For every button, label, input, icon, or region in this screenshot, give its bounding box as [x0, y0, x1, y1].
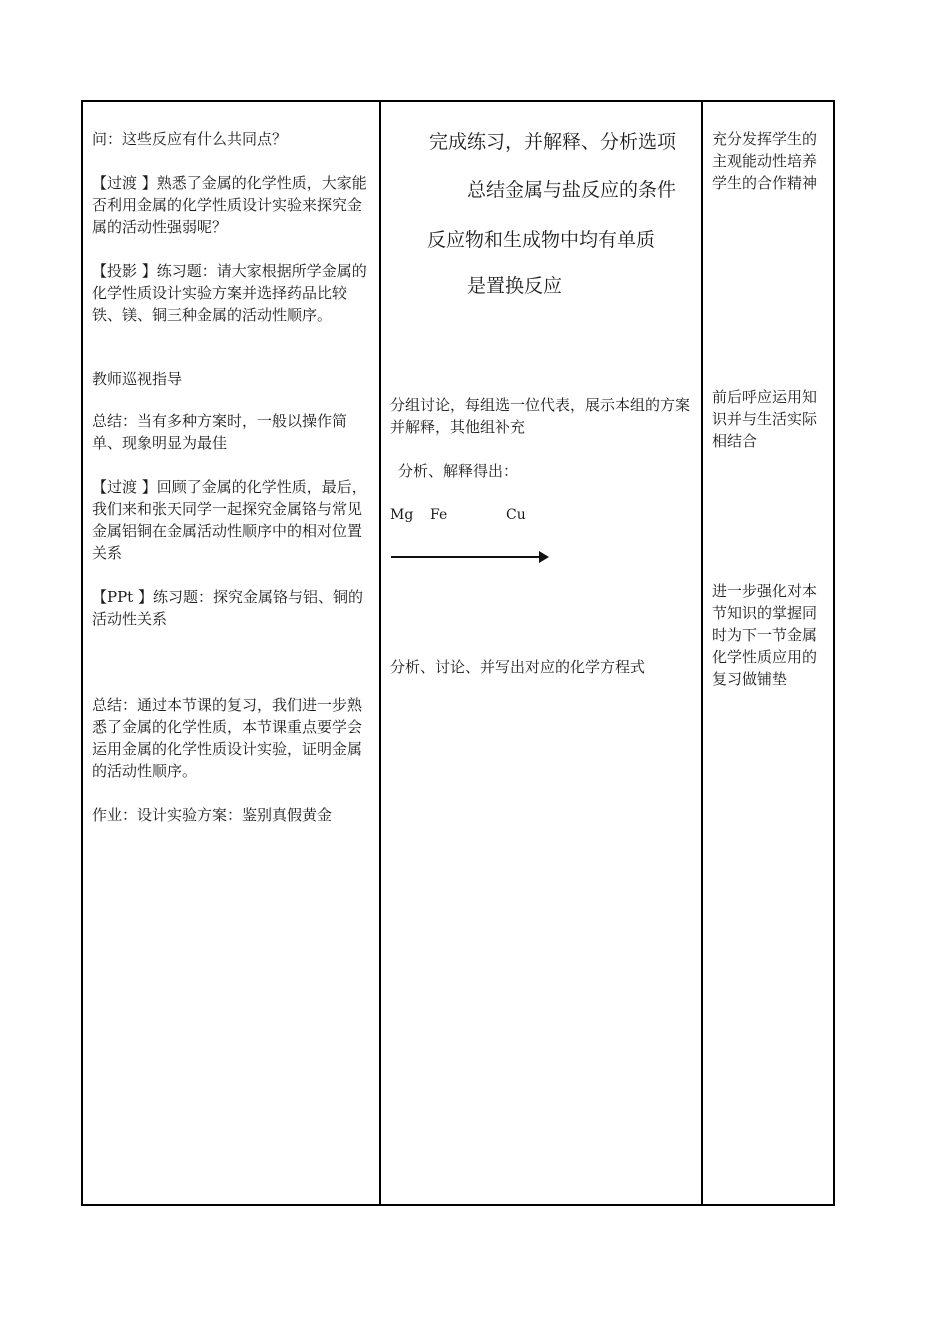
metal-fe: Fe [430, 507, 448, 523]
analysis-result: 分析、解释得出： [398, 462, 519, 480]
lesson-table [81, 100, 835, 1206]
teacher-guidance: 教师巡视指导 [92, 370, 183, 388]
intent-3: 进一步强化对本节知识的掌握同时为下一节金属化学性质应用的复习做铺垫 [712, 582, 818, 688]
image-text-line-2: 总结金属与盐反应的条件 [467, 179, 677, 201]
activity-order-arrow [391, 556, 541, 558]
summary-2: 总结：通过本节课的复习，我们进一步熟悉了金属的化学性质，本节课重点要学会运用金属的化学性质设计实验，证明金属的活动性顺序。 [92, 696, 363, 780]
intent-2: 前后呼应运用知识并与生活实际相结合 [712, 388, 818, 450]
image-text-line-4: 是置换反应 [467, 275, 563, 297]
student-activity-cell [381, 102, 701, 1204]
homework: 作业：设计实验方案：鉴别真假黄金 [92, 806, 333, 824]
metal-mg: Mg [390, 507, 414, 523]
image-text-line-3: 反应物和生成物中均有单质 [427, 229, 656, 251]
design-intent-cell [703, 102, 835, 1204]
intent-1: 充分发挥学生的主观能动性培养学生的合作精神 [712, 130, 818, 192]
projection-exercise: 【投影 】练习题：请大家根据所学金属的化学性质设计实验方案并选择药品比较铁、镁、铜三种金属的活动性顺序。 [92, 262, 367, 324]
group-discussion: 分组讨论，每组选一位代表，展示本组的方案并解释，其他组补充 [390, 396, 691, 436]
summary-1: 总结：当有多种方案时，一般以操作简单、现象明显为最佳 [92, 412, 348, 452]
metal-cu: Cu [506, 507, 526, 523]
ppt-exercise: 【PPt 】练习题：探究金属铬与铝、铜的活动性关系 [92, 588, 363, 628]
transition-paragraph-2: 【过渡 】回顾了金属的化学性质，最后，我们来和张天同学一起探究金属铬与常见金属铝铜在金属活动性顺序中的相对位置关系 [92, 478, 367, 562]
write-equations: 分析、讨论、并写出对应的化学方程式 [390, 658, 646, 676]
arrow-head-icon [539, 551, 549, 563]
transition-paragraph-1: 【过渡 】熟悉了金属的化学性质，大家能否利用金属的化学性质设计实验来探究金属的活动性强弱呢？ [92, 174, 367, 236]
teacher-activity-cell [83, 102, 379, 1204]
image-text-line-1: 完成练习，并解释、分析选项 [429, 131, 677, 153]
question-text: 问：这些反应有什么共同点？ [92, 130, 288, 148]
